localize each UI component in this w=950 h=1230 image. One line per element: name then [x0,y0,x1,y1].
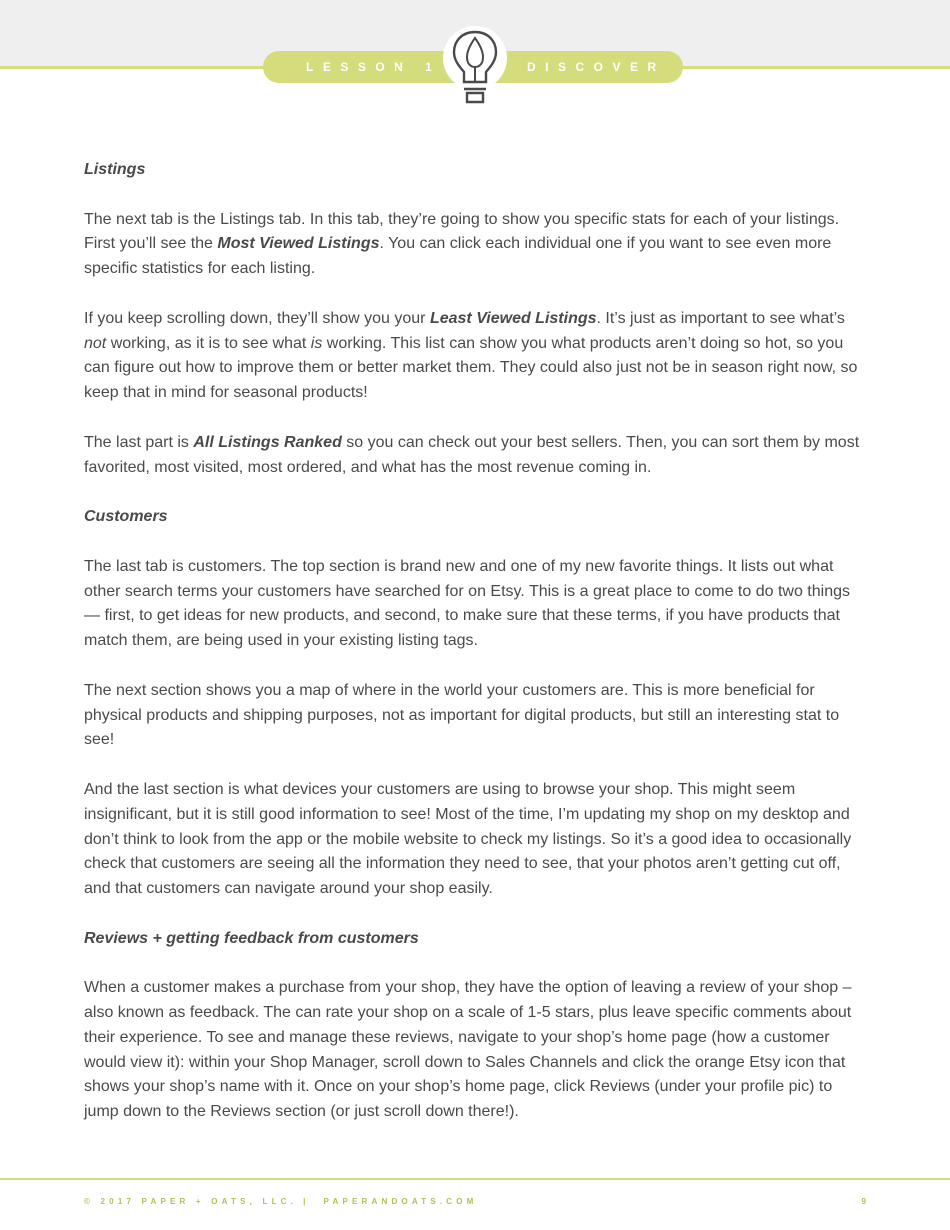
footer-copyright: © 2017 PAPER + OATS, LLC. [84,1197,298,1206]
lesson-label: LESSON 1 [306,60,442,74]
reviews-heading: Reviews + getting feedback from customers [84,929,419,947]
reviews-paragraph-1: When a customer makes a purchase from your shop, they have the option of leaving a review of your shop – also known as feedback. The can rate your shop on a scale of 1-5 stars, plus leave specific comments about their experience. To see and manage these reviews, navigate to your shop’s home page (how a customer would view it): within your Shop Manager, scroll down to Sales Channels and click the orange Etsy icon that shows your shop’s name with it. Once on your shop’s home page, click Reviews (under your profile pic) to jump down to the Reviews section (or just scroll down there!). [84,979,852,1121]
footer-rule [0,1178,950,1180]
footer-separator: | [303,1197,310,1206]
customers-heading: Customers [84,508,168,526]
customers-paragraph-1: The last tab is customers. The top section is brand new and one of my new favorite things. It lists out what other search terms your customers have searched for on Etsy. This is a great place to come to do two things — first, to get ideas for new products, and second, to make sure that these terms, if you have products that match them, are being used in your existing listing tags. [84,557,850,650]
listings-paragraph-1: The next tab is the Listings tab. In this tab, they’re going to show you specific stats for each of your listings. First you’ll see the Most Viewed Listings. You can click each individual one if you want to see even more specific statistics for each listing. [84,210,840,278]
listings-paragraph-2: If you keep scrolling down, they’ll show you your Least Viewed Listings. It’s just as important to see what’s not working, as it is to see what is working. This list can show you what products aren’t doing so hot, so you can figure out how to improve them or better market them. They could also just not be in season right now, so keep that in mind for seasonal products! [84,309,858,402]
footer-website: PAPERANDOATS.COM [323,1197,478,1206]
section-label: DISCOVER [527,60,666,74]
listings-heading: Listings [84,161,146,178]
lightbulb-icon [448,27,502,107]
customers-paragraph-2: The next section shows you a map of where in the world your customers are. This is more beneficial for physical products and shipping purposes, not as important for digital products, but still an interesting stat to see! [84,681,840,749]
listings-paragraph-3: The last part is All Listings Ranked so you can check out your best sellers. Then, you can sort them by most favorited, most visited, most ordered, and what has the most revenue coming in. [84,433,860,476]
footer-credits [84,1197,478,1207]
customers-paragraph-3: And the last section is what devices your customers are using to browse your shop. This might seem insignificant, but it is still good information to see! Most of the time, I’m updating my shop on my desktop and don’t think to look from the app or the mobile website to check my listings. So it’s a good idea to occasionally check that customers are seeing all the information they need to see, that your photos aren’t getting cut off, and that customers can navigate around your shop easily. [84,780,852,898]
page-content [84,158,866,1125]
page-number: 9 [861,1197,866,1206]
